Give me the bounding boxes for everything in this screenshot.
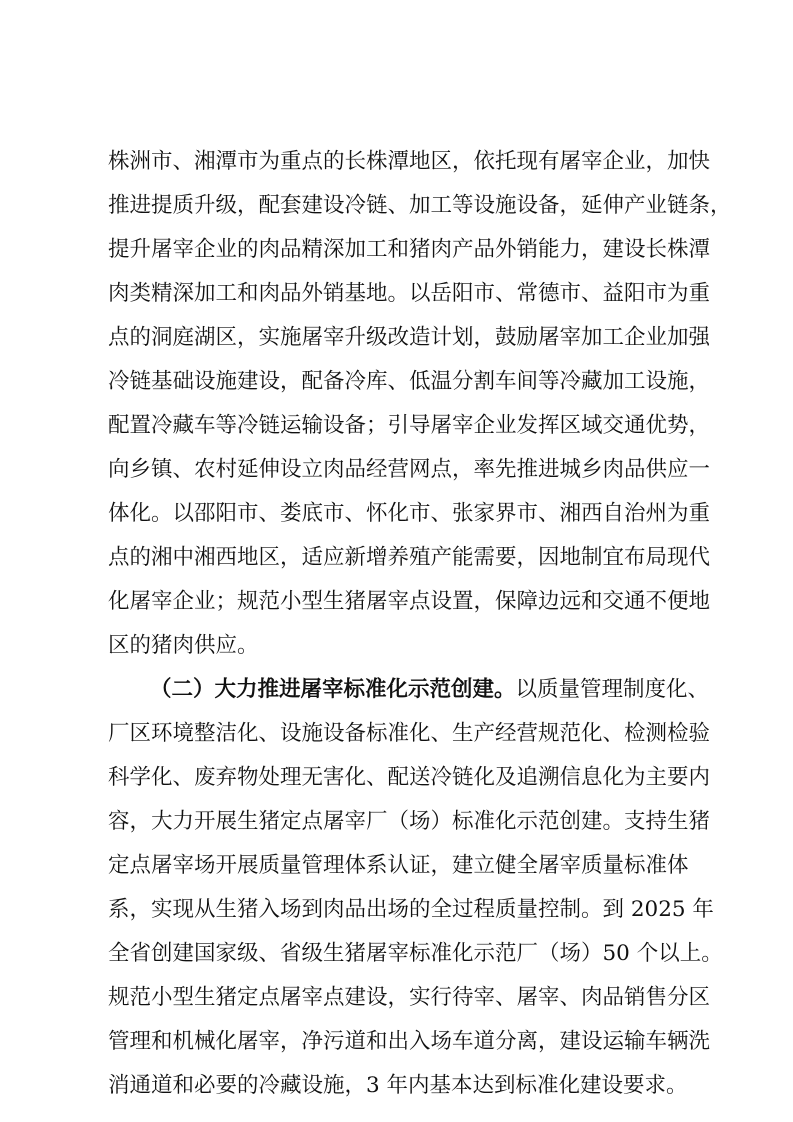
paragraph-line: 点的湘中湘西地区，适应新增养殖产能需要，因地制宜布局现代 xyxy=(108,545,711,570)
paragraph-line: 管理和机械化屠宰，净污道和出入场车道分离，建设运输车辆洗 xyxy=(108,1029,711,1054)
paragraph-line: 体化。以邵阳市、娄底市、怀化市、张家界市、湘西自治州为重 xyxy=(108,501,711,526)
paragraph-line: 系，实现从生猪入场到肉品出场的全过程质量控制。到 2025 年 xyxy=(108,897,714,922)
paragraph-line: 容，大力开展生猪定点屠宰厂（场）标准化示范创建。支持生猪 xyxy=(108,809,711,834)
paragraph-line: 全省创建国家级、省级生猪屠宰标准化示范厂（场）50 个以上。 xyxy=(108,941,723,966)
paragraph-line: 株洲市、湘潭市为重点的长株潭地区，依托现有屠宰企业，加快 xyxy=(108,149,711,174)
paragraph-line: 规范小型生猪定点屠宰点建设，实行待宰、屠宰、肉品销售分区 xyxy=(108,985,711,1010)
paragraph-line: 提升屠宰企业的肉品精深加工和猪肉产品外销能力，建设长株潭 xyxy=(108,237,711,262)
paragraph-line: 定点屠宰场开展质量管理体系认证，建立健全屠宰质量标准体 xyxy=(108,853,689,878)
paragraph-line: 化屠宰企业；规范小型生猪屠宰点设置，保障边远和交通不便地 xyxy=(108,589,711,614)
paragraph-line: 冷链基础设施建设，配备冷库、低温分割车间等冷藏加工设施， xyxy=(108,369,711,394)
paragraph-line: 科学化、废弃物处理无害化、配送冷链化及追溯信息化为主要内 xyxy=(108,765,711,790)
section-first-line-text: 以质量管理制度化、 xyxy=(515,677,710,702)
paragraph-line: 厂区环境整洁化、设施设备标准化、生产经营规范化、检测检验 xyxy=(108,721,711,746)
paragraph-line: 点的洞庭湖区，实施屠宰升级改造计划，鼓励屠宰加工企业加强 xyxy=(108,325,711,350)
section-heading: （二）大力推进屠宰标准化示范创建。 xyxy=(150,677,516,702)
paragraph-line: 配置冷藏车等冷链运输设备；引导屠宰企业发挥区域交通优势， xyxy=(108,413,711,438)
paragraph-line: 消通道和必要的冷藏设施，3 年内基本达到标准化建设要求。 xyxy=(108,1073,688,1098)
paragraph-line: 推进提质升级，配套建设冷链、加工等设施设备，延伸产业链条， xyxy=(108,193,732,218)
paragraph-line: 肉类精深加工和肉品外销基地。以岳阳市、常德市、益阳市为重 xyxy=(108,281,711,306)
paragraph-line: 区的猪肉供应。 xyxy=(108,633,259,658)
paragraph-line: 向乡镇、农村延伸设立肉品经营网点，率先推进城乡肉品供应一 xyxy=(108,457,711,482)
section-first-line xyxy=(150,668,710,712)
